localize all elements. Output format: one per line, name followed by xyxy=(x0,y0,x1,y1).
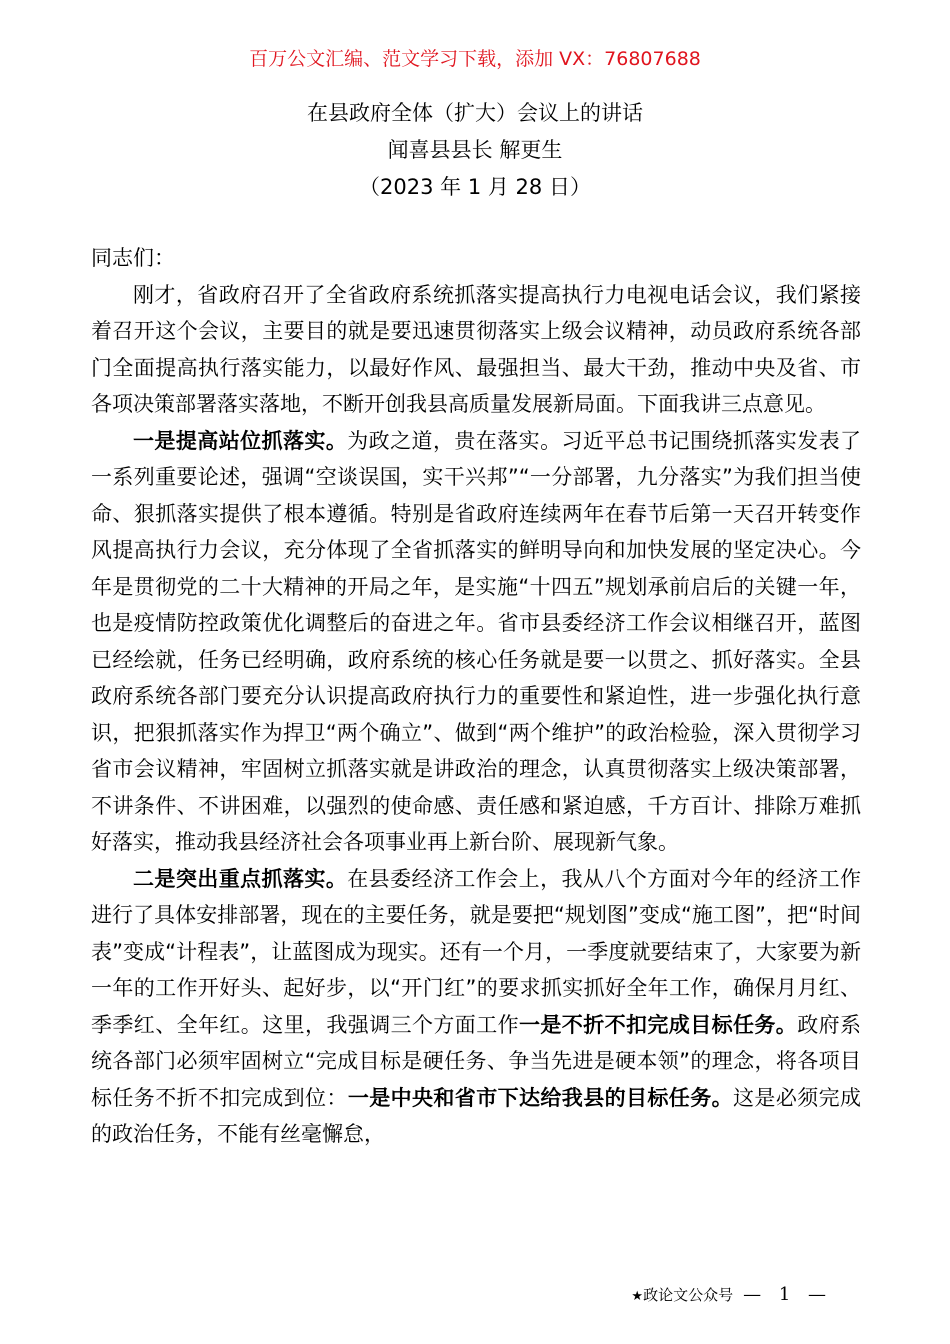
sub-subpoint-heading: 一是中央和省市下达给我县的目标任务。 xyxy=(347,1085,734,1110)
footer-source: 政论文公众号 xyxy=(643,1286,734,1304)
subpoint-text: 政府系统各部门必须牢固树立“完成目标是硬任务、争当先进是硬本领”的理念，将各项目标任务不折不扣完成到位： xyxy=(91,1012,862,1110)
page-number: — 1 — xyxy=(743,1284,832,1305)
sub-subpoint-text: 这是必须完成的政治任务，不能有丝毫懈怠， xyxy=(91,1085,862,1146)
salutation: 同志们： xyxy=(91,246,175,270)
paragraph-intro: 刚才，省政府召开了全省政府系统抓落实提高执行力电视电话会议，我们紧接着召开这个会议，主要目的就是要迅速贯彻落实上级会议精神，动员政府系统各部门全面提高执行落实能力，以最好作风、最强担当、最大干劲，推动中央及省、市各项决策部署落实落地，不断开创我县高质量发展新局面。下面我讲三点意见。 xyxy=(91,282,861,416)
point-two-text: 在县委经济工作会上，我从八个方面对今年的经济工作进行了具体安排部署，现在的主要任务，就是要把“规划图”变成“施工图”，把“时间表”变成“计程表”，让蓝图成为现实。还有一个月，一季度就要结束了，大家要为新一年的工作开好头、起好步，以“开门红”的要求抓实抓好全年工作，确保月月红、季季红、全年红。这里，我强调三个方面工作 xyxy=(91,866,862,1037)
promo-banner: 百万公文汇编、范文学习下载，添加 VX：76807688 xyxy=(249,48,701,70)
subpoint-heading: 一是不折不扣完成目标任务。 xyxy=(519,1012,798,1037)
speech-title: 在县政府全体（扩大）会议上的讲话 xyxy=(307,101,643,125)
point-one-text: 为政之道，贵在落实。习近平总书记围绕抓落实发表了一系列重要论述，强调“空谈误国，实干兴邦”“一分部署，九分落实”为我们担当使命、狠抓落实提供了根本遵循。特别是省政府连续两年在春节后第一天召开转变作风提高执行力会议，充分体现了全省抓落实的鲜明导向和加快发展的坚定决心。今年是贯彻党的二十大精神的开局之年，是实施“十四五”规划承前启后的关键一年，也是疫情防控政策优化调整后的奋进之年。省市县委经济工作会议相继召开，蓝图已经绘就，任务已经明确，政府系统的核心任务就是要一以贯之、抓好落实。全县政府系统各部门要充分认识提高政府执行力的重要性和紧迫性，进一步强化执行意识，把狠抓落实作为捍卫“两个确立”、做到“两个维护”的政治检验，深入贯彻学习省市会议精神，牢固树立抓落实就是讲政治的理念，认真贯彻落实上级决策部署，不讲条件、不讲困难，以强烈的使命感、责任感和紧迫感，千方百计、排除万难抓好落实，推动我县经济社会各项事业再上新台阶、展现新气象。 xyxy=(91,428,862,854)
paragraph-point-two xyxy=(91,861,861,1153)
page-footer xyxy=(631,1284,832,1308)
speech-body xyxy=(91,240,861,1153)
paragraph-point-one xyxy=(91,423,861,861)
point-one-heading: 一是提高站位抓落实。 xyxy=(133,428,348,453)
point-two-heading: 二是突出重点抓落实。 xyxy=(133,866,348,891)
star-icon: ★ xyxy=(631,1289,644,1304)
speech-date: （2023 年 1 月 28 日） xyxy=(359,175,591,199)
speaker-line: 闻喜县县长 解更生 xyxy=(387,138,563,162)
